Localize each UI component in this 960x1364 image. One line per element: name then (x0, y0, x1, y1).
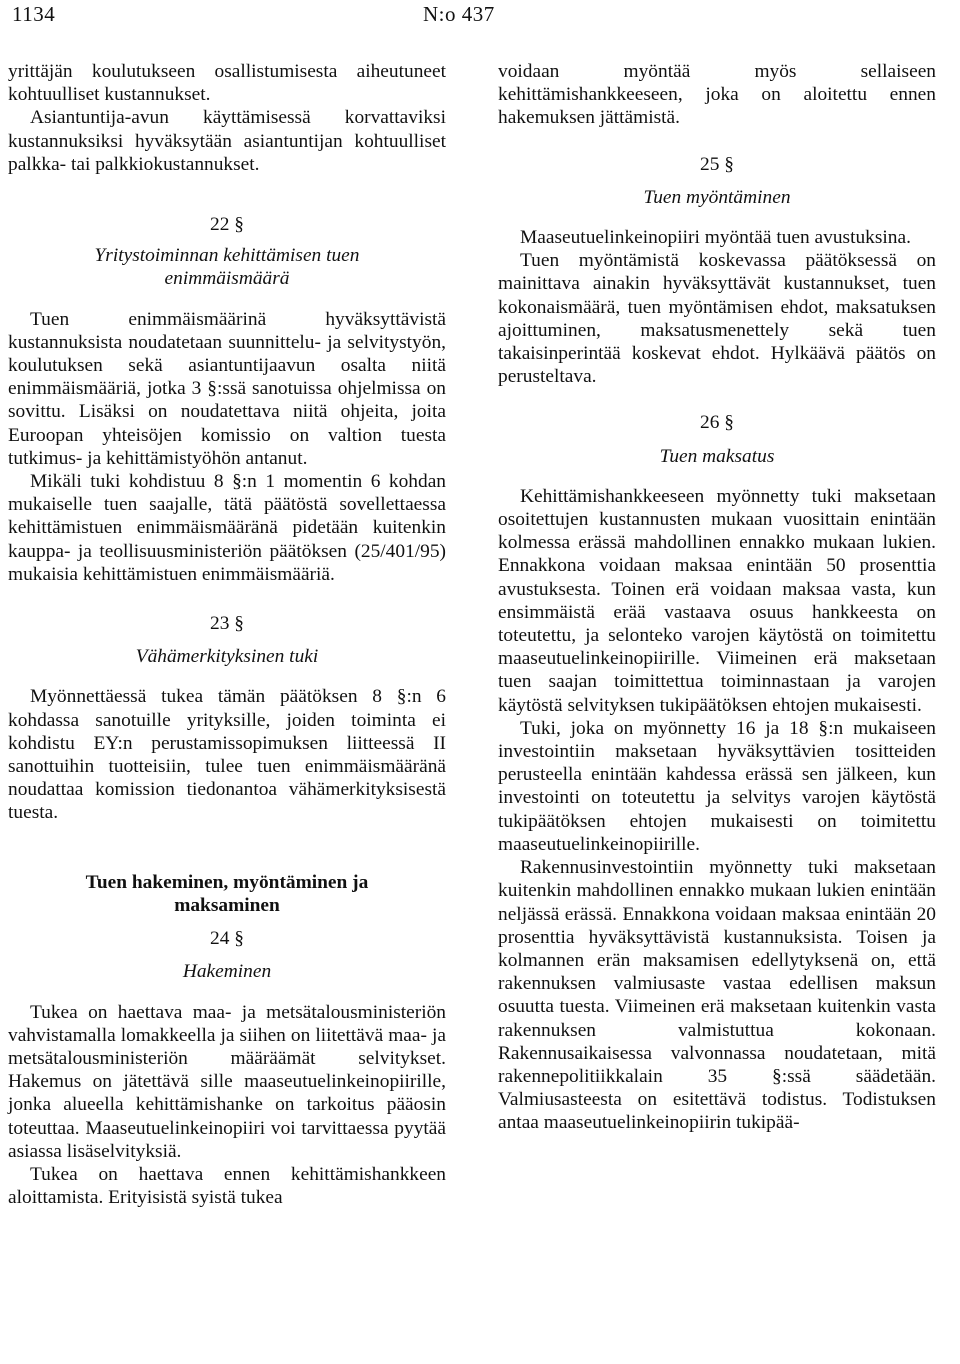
section-title-26: Tuen maksatus (659, 445, 775, 467)
paragraph: voidaan myöntää myös sellaiseen kehittämishankkeeseen, joka on aloitettu ennen hakemuksen jättämistä. (498, 61, 936, 129)
journal-number: N:o 437 (423, 2, 495, 26)
section-number-24: 24 § (210, 928, 244, 950)
paragraph: Asiantuntija-avun käyttämisessä korvattaviksi kustannuksiksi hyväksytään asiantuntijan kohtuulliset palkka- tai palkkiokustannukset. (8, 107, 446, 175)
section-number-23: 23 § (210, 613, 244, 635)
page-header (0, 0, 960, 34)
left-column (8, 60, 446, 1209)
paragraph: Tukea on haettava ennen kehittämishankkeen aloittamista. Erityisistä syistä tukea (8, 1163, 446, 1209)
paragraph: Kehittämishankkeeseen myönnetty tuki maksetaan osoitettujen kustannusten mukaan vuosittain enintään kolmessa erässä mahdollinen ennakko mukaan lukien. Ennakkona voidaan maksaa enintään 50 prosenttia avustuksesta. Toinen erä voidaan maksaa vasta, kun ensimmäistä erää vastaava osuus hankkeesta on toteutettu, ja selonteko varojen käytöstä on toimitettu maaseutuelinkeinopiirille. Viimeinen erä maksetaan tuen saajan toimittettua toiminnastaan ja varojen käytöstä selvityksen tukipäätöksen ehtojen mukaisesti. (498, 485, 936, 716)
section-number-22: 22 § (210, 214, 244, 236)
section-title-22: Yritystoiminnan kehittämisen tuen enimmäismäärä (94, 245, 360, 290)
section-title-23: Vähämerkityksinen tuki (135, 646, 319, 668)
section-number-26: 26 § (700, 412, 734, 434)
right-column (498, 60, 936, 1135)
paragraph: Tuki, joka on myönnetty 16 ja 18 §:n mukaiseen investointiin maksetaan hyväksyttävien tositteiden perusteella enintään kahdessa erässä sen jälkeen, kun investointi on toteutettu ja selvitys varojen käytöstä tukipäätöksen ehtojen mukaisesti on toimitettu maaseutuelinkeinopiirille. (498, 717, 936, 855)
chapter-heading: Tuen hakeminen, myöntäminen ja maksaminen (85, 871, 369, 916)
paragraph: Maaseutuelinkeinopiiri myöntää tuen avustuksina. (520, 227, 911, 249)
paragraph: Mikäli tuki kohdistuu 8 §:n 1 momentin 6 kohdan mukaiselle tuen saajalle, tätä päätöstä sovellettaessa kehittämistuen enimmäismääränä pidetään kuitenkin kauppa- ja teollisuusministeriön päätöksen (25/401/95) mukaisia kehittämistuen enimmäismääriä. (8, 471, 446, 585)
section-title-24: Hakeminen (182, 961, 272, 983)
paragraph: Rakennusinvestointiin myönnetty tuki maksetaan kuitenkin mahdollinen ennakko mukaan lukien enintään neljässä erässä. Ennakkona voidaan maksaa enintään 20 prosenttia hyväksyttävistä kustannuksista. Toisen ja kolmannen erän maksamisen edellytyksenä on, että rakennuksen valmiusaste vastaa edellisen maksun osuutta tuesta. Viimeinen erä maksetaan kuitenkin vasta rakennuksen valmistuttua kokonaan. Rakennusaikaisessa valvonnassa noudatetaan, mitä rakennepolitiikkalain 35 §:ssä säädetään. Valmiusasteesta on esitettävä todistus. Todistuksen antaa maaseutuelinkeinopiirin tukipää- (498, 857, 936, 1134)
paragraph: Tuen enimmäismäärinä hyväksyttävistä kustannuksista noudatetaan suunnittelu- ja selvitystyön, koulutuksen sekä asiantuntijaavun osalta niitä enimmäismääriä, jotka 3 §:ssä sanotuissa ohjelmissa on sovittu. Lisäksi on noudatettava niitä ohjeita, joita Euroopan yhteisöjen komissio on valtion tuesta tutkimus- ja kehittämistyöhön antanut. (8, 308, 446, 469)
paragraph: Tukea on haettava maa- ja metsätalousministeriön vahvistamalla lomakkeella ja siihen on liitettävä maa- ja metsätalousministeriön määräämät selvitykset. Hakemus on jätettävä sille maaseutuelinkeinopiirille, jonka alueella kehittämishanke on tarkoitus pääosin toteuttaa. Maaseutuelinkeinopiiri voi tarvittaessa pyytää asiassa lisäselvityksiä. (8, 1001, 446, 1162)
paragraph: Tuen myöntämistä koskevassa päätöksessä on mainittava ainakin hyväksyttävät kustannukset, tuen kokonaismäärä, tuen myöntämisen ehdot, maksatuksen ajoittuminen, maksatusmenettely sekä tuen takaisinperintää koskevat ehdot. Hylkäävä päätös on perusteltava. (498, 250, 936, 388)
section-title-25: Tuen myöntäminen (643, 186, 791, 208)
section-number-25: 25 § (700, 153, 734, 175)
paragraph: yrittäjän koulutukseen osallistumisesta aiheutuneet kohtuulliset kustannukset. (8, 61, 446, 106)
page-number: 1134 (12, 2, 56, 26)
paragraph: Myönnettäessä tukea tämän päätöksen 8 §:n 6 kohdassa sanotuille yrityksille, joiden toiminta ei kohdistu EY:n perustamissopimuksen liitteessä II sanottuihin tuotteisiin, tulee tuen enimmäismääränä noudattaa komission tiedonantoa vähämerkityksisestä tuesta. (8, 686, 446, 824)
